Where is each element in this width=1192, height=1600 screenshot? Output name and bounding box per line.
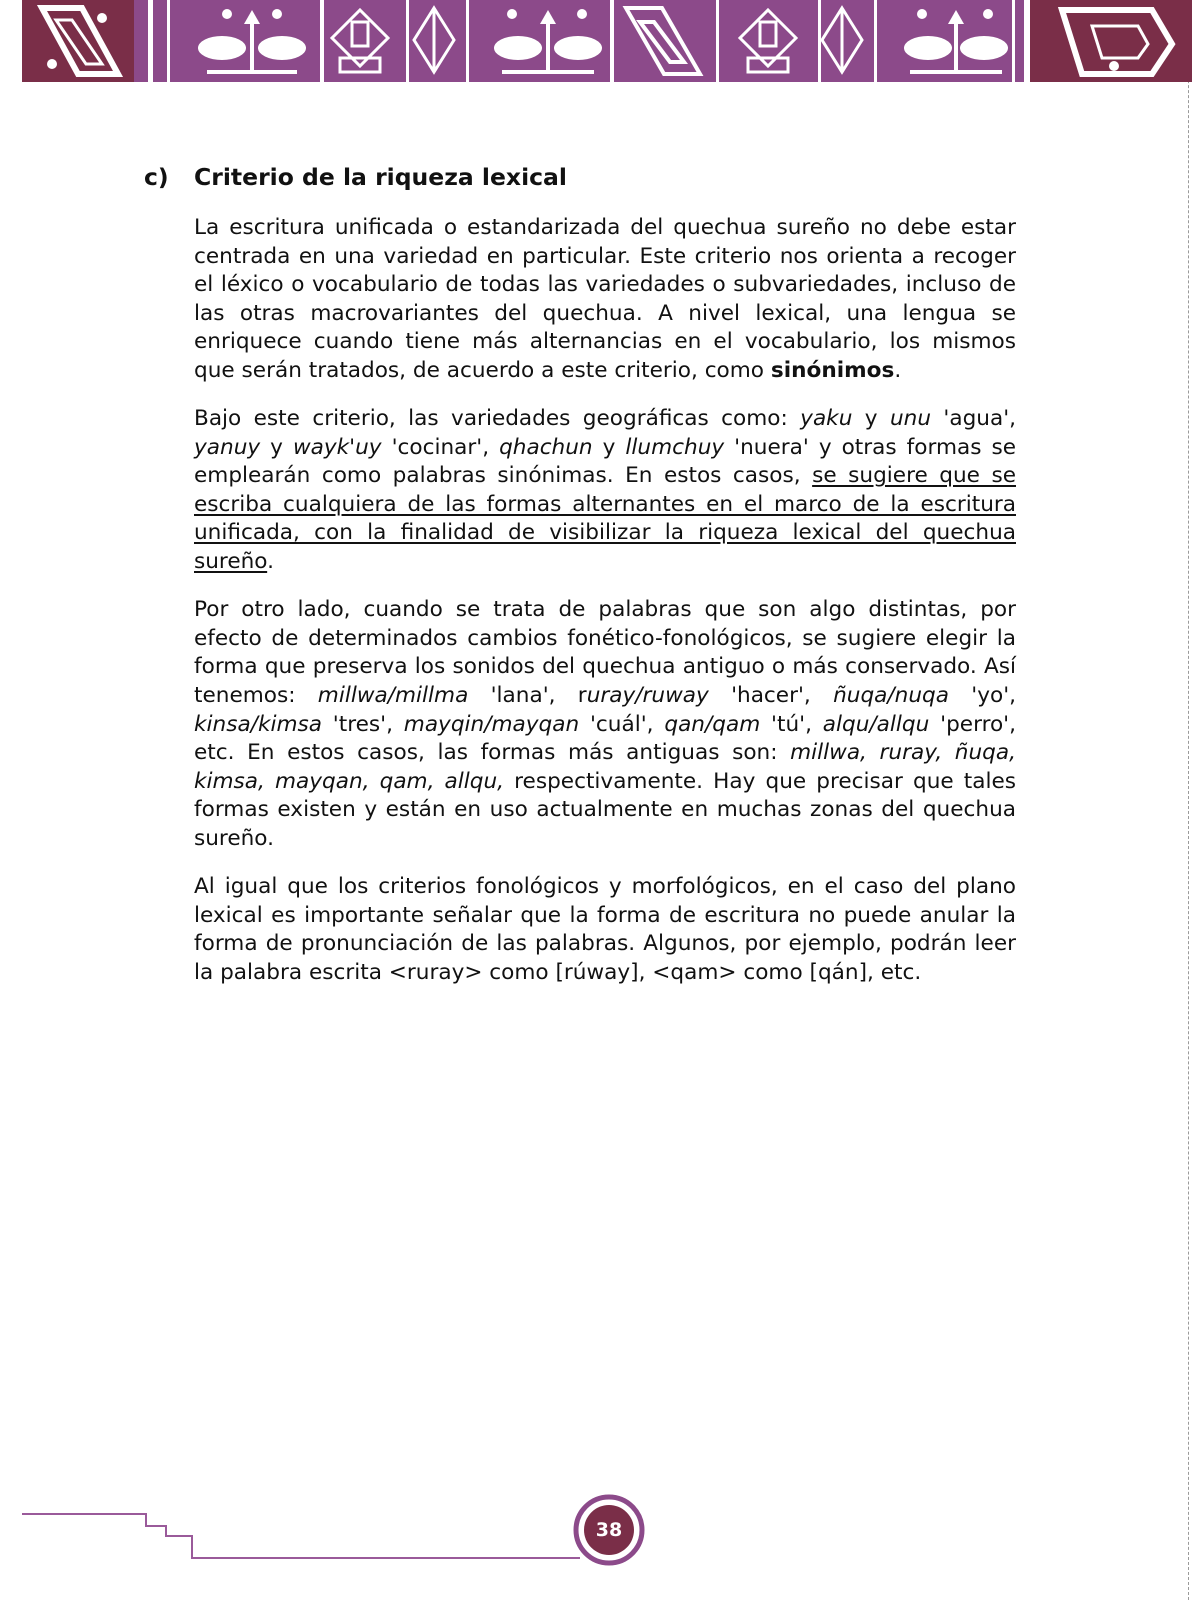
paragraph-text: respectivamente. Hay que precisar que tales formas existen y están en uso actualmente en muchas zonas del quechua sureño. [194, 768, 1016, 851]
paragraph-text: La escritura unificada o estandarizada del quechua sureño no debe estar centrada en una variedad en particular. Este criterio nos orienta a recoger el léxico o vocabulario de todas las variedades o subvariedades, incluso de las otras macrovariantes del quechua. A nivel lexical, una lengua se enriquece cuando tiene más alternancias en el vocabulario, los mismos que serán tratados, de acuerdo a este criterio, como [194, 215, 1016, 383]
paragraph-text: 'tú', [760, 711, 823, 737]
quechua-term: kinsa/kimsa [194, 711, 322, 737]
quechua-term: yaku [800, 406, 853, 432]
paragraph-4: Al igual que los criterios fonológicos y morfológicos, en el caso del plano lexical es importante señalar que la forma de escritura no puede anular la forma de pronunciación de las palabras. Algunos, por ejemplo, podrán leer la palabra escrita <ruray> como [rúway], <qam> como [qán], etc. [194, 873, 1016, 985]
quechua-term: mayqin/mayqan [403, 711, 580, 737]
paragraph-text: 'hacer', [708, 682, 834, 708]
paragraph-text: 'perro', etc. En estos casos, las formas más antiguas son: [194, 711, 1016, 766]
quechua-term: qhachun [499, 434, 593, 460]
paragraph-text: y [592, 434, 626, 460]
paragraph-text: 'cuál', [579, 711, 665, 737]
paragraph-text: 'lana', r [468, 682, 587, 708]
underlined-recommendation: se sugiere que se escriba cualquiera de las formas alternantes en el marco de la escritura unificada, con la finalidad de visibilizar la riqueza lexical del quechua sureño [194, 463, 1016, 575]
quechua-term: wayk'uy [292, 434, 382, 460]
section-body [194, 214, 1016, 1007]
paragraph-text: . [894, 357, 902, 383]
paragraph-text: y [852, 406, 890, 432]
quechua-term: llumchuy [625, 434, 725, 460]
quechua-term: uray/ruway [586, 682, 709, 708]
paragraph-2 [194, 405, 1016, 577]
quechua-term: yanuy [194, 434, 261, 460]
quechua-term: qan/qam [664, 711, 761, 737]
section-marker: c) [144, 163, 169, 191]
quechua-term: ñuqa/nuqa [833, 682, 949, 708]
paragraph-text: 'yo', [948, 682, 1017, 708]
paragraph-text: Por otro lado, cuando se trata de palabras que son algo distintas, por efecto de determinados cambios fonético-fonológicos, se sugiere elegir la forma que preserva los sonidos del quechua antiguo o más conservado. Así tenemos: [194, 597, 1016, 708]
paragraph-text: y [260, 434, 293, 460]
quechua-term: millwa, ruray, ñuqa, kimsa, mayqan, qam, allqu, [194, 740, 1016, 794]
section-title: Criterio de la riqueza lexical [194, 163, 567, 191]
paragraph-text: Bajo este criterio, las variedades geográficas como: [194, 406, 801, 432]
paragraph-text: 'agua', [931, 406, 1017, 432]
paragraph-text: 'nuera' y otras formas se emplearán como palabras sinónimas. En estos casos, [194, 434, 1017, 489]
paragraph-text: . [267, 549, 275, 575]
paragraph-3 [194, 596, 1016, 853]
paragraph-text: 'cocinar', [381, 434, 500, 460]
paragraph-1 [194, 214, 1016, 386]
page-number: 38 [595, 1519, 623, 1541]
quechua-term: millwa/millma [317, 682, 469, 708]
paragraph-text: 'tres', [321, 711, 404, 737]
quechua-term: alqu/allqu [822, 711, 930, 737]
bold-term: sinónimos [770, 357, 895, 383]
section-heading [144, 162, 567, 192]
quechua-term: unu [889, 406, 932, 432]
